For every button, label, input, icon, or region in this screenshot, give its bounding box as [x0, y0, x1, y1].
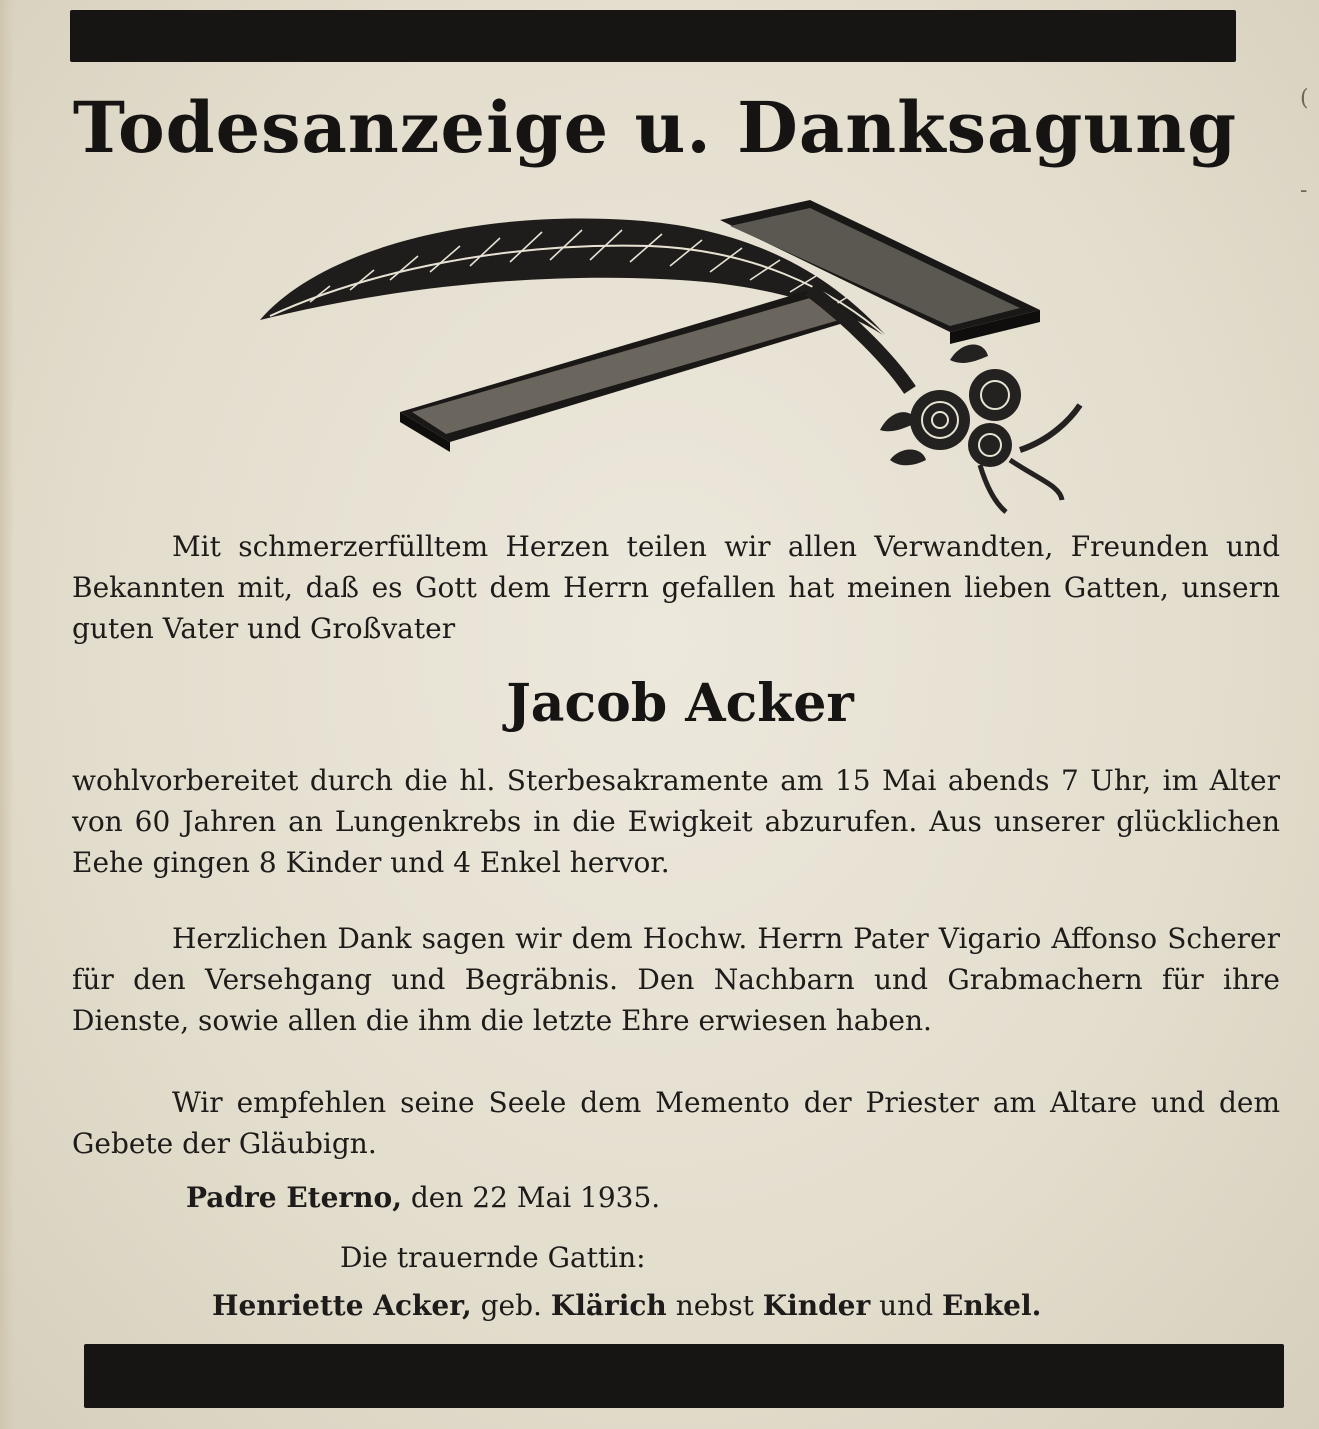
- intro-paragraph: Mit schmerzerfülltem Herzen teilen wir allen Verwandten, Freunden und Bekannten mit, daß es Gott dem Herrn gefallen hat meinen lieben Gatten, unsern guten Vater und Großvater: [72, 530, 1280, 645]
- thanks-paragraph: Herzlichen Dank sagen wir dem Hochw. Herrn Pater Vigario Affonso Scherer für den Versehgang und Begräbnis. Den Nachbarn und Grabmachern für ihre Dienste, sowie allen die ihm die letzte Ehre erwiesen haben.: [72, 922, 1280, 1037]
- widow-name: Henriette Acker,: [212, 1289, 472, 1322]
- grandchildren-word: Enkel.: [942, 1289, 1042, 1322]
- announcement-heading: Todesanzeige u. Danksagung: [72, 86, 1238, 169]
- maiden-prefix: geb.: [480, 1289, 542, 1322]
- adjacent-column-fragment: (: [1300, 86, 1309, 111]
- children-word: Kinder: [762, 1289, 871, 1322]
- cross-palm-frond-flowers-icon: [250, 190, 1090, 520]
- place-date-line: [186, 1178, 1086, 1218]
- signature-line: [212, 1286, 1212, 1326]
- adjacent-column-fragment: -: [1300, 178, 1308, 203]
- announcement-date: den 22 Mai 1935.: [410, 1181, 661, 1214]
- bottom-mourning-border: [84, 1344, 1284, 1408]
- deceased-name: Jacob Acker: [506, 673, 854, 734]
- mourner-label: Die trauernde Gattin:: [340, 1241, 646, 1274]
- maiden-name: Klärich: [550, 1289, 667, 1322]
- page-edge-shadow: [0, 0, 14, 1429]
- and-word: und: [879, 1289, 934, 1322]
- place-name: Padre Eterno,: [186, 1181, 402, 1214]
- top-mourning-border: [70, 10, 1236, 62]
- with-word: nebst: [675, 1289, 754, 1322]
- prayer-paragraph: Wir empfehlen seine Seele dem Memento der Priester am Altare und dem Gebete der Gläubign.: [72, 1086, 1280, 1160]
- death-details-paragraph: wohlvorbereitet durch die hl. Sterbesakramente am 15 Mai abends 7 Uhr, im Alter von 60 Jahren an Lungenkrebs in die Ewigkeit abzurufen. Aus unserer glücklichen Eehe gingen 8 Kinder und 4 Enkel hervor.: [72, 764, 1280, 879]
- flower-bouquet-icon: [880, 344, 1080, 512]
